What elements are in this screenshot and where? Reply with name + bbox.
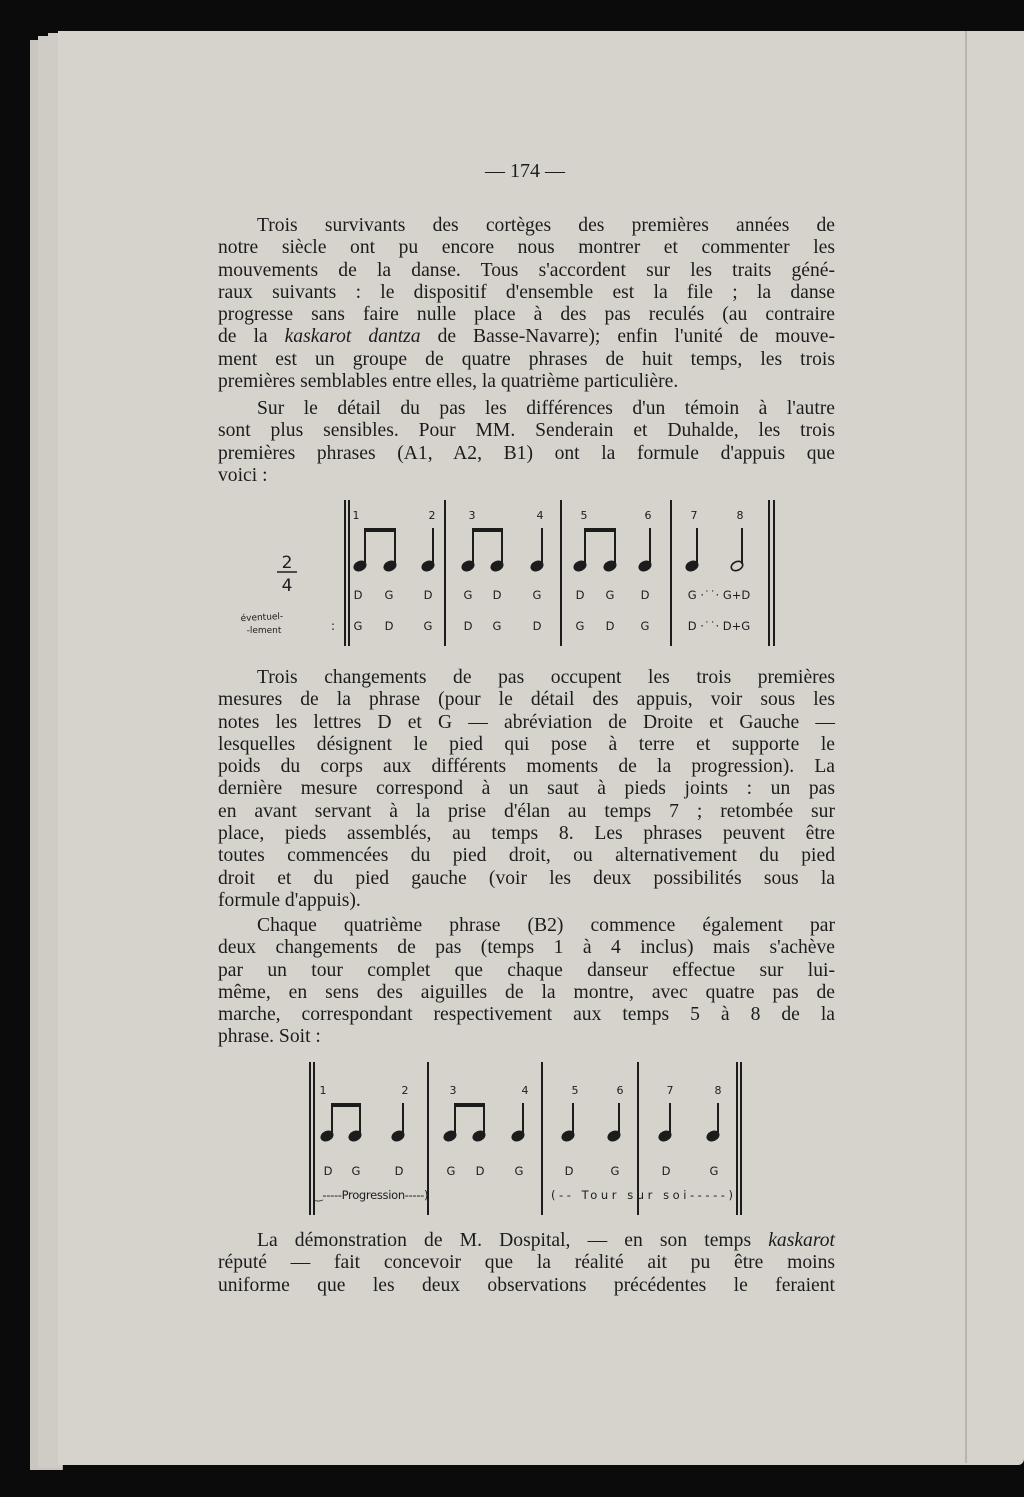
alt-step-letter: G [353,619,363,633]
note-beam [584,528,616,532]
text: deux changements de pas (temps 1 à 4 inclus) mais s'achève [218,937,835,959]
step-letter: D [353,588,363,602]
step-letter: D [492,588,502,602]
alt-step-letter: D [463,619,473,633]
text: dernière mesure correspond à un saut à pieds joints : un pas [218,778,835,800]
italic-term: kaskarot dantza [284,326,421,348]
text: poids du corps aux différents moments de la progression). La [218,756,835,778]
text: premières semblables entre elles, la quatrième particulière. [218,371,679,393]
alternative-label: éventuel- [240,611,284,625]
step-letter: G [351,1164,361,1178]
text: toutes commencées du pied droit, ou alternativement du pied [218,845,835,867]
beat-number: 8 [714,1084,722,1097]
step-letter: D [394,1164,404,1178]
beat-number: 7 [690,509,698,522]
text: notre siècle ont pu encore nous montrer et commenter les [218,237,835,259]
alt-step-letter: G [423,619,433,633]
text: Chaque quatrième phrase (B2) commence également par [257,915,835,936]
beat-number: 5 [580,509,588,522]
alt-step-letter: D [532,619,542,633]
text: La démonstration de M. Dospital, — en son temps [257,1230,769,1251]
text: par un tour complet que chaque danseur effectue sur lui- [218,959,835,981]
text: de Basse-Navarre); enfin l'unité de mouve- [420,326,836,348]
text: mouvements de la danse. Tous s'accordent sur les traits géné- [218,259,835,281]
text: notes les lettres D et G — abréviation de Droite et Gauche — [218,711,835,733]
step-letter: G ·˙˙· G+D [687,588,751,602]
italic-term: kaskarot [768,1230,835,1251]
note-beam [472,528,503,532]
text: en avant servant à la prise d'élan au temps 7 ; retombée sur [218,800,835,822]
beat-number: 8 [736,509,744,522]
text: progresse sans faire nulle place à des pas reculés (au contraire [218,304,835,326]
progression-bracket: ‿-----Progression-----) [313,1188,429,1202]
step-letter: D [661,1164,671,1178]
step-letter: D [575,588,585,602]
tour-sur-soi-bracket: (-- Tour sur soi-----) [551,1188,733,1202]
beat-number: 4 [521,1084,529,1097]
step-letter: G [610,1164,620,1178]
step-letter: G [605,588,615,602]
step-letter: G [709,1164,719,1178]
text: premières phrases (A1, A2, B1) ont la formule d'appuis que [218,442,835,464]
step-letter: D [423,588,433,602]
text: même, en sens des aiguilles de la montre, avec quatre pas de [218,981,835,1003]
text: de la [218,326,285,348]
beat-number: 3 [449,1084,457,1097]
text: lesquelles désignent le pied qui pose à terre et supporte le [218,733,835,755]
beat-number: 4 [536,509,544,522]
text: Trois survivants des cortèges des premières années de [257,215,835,236]
note-beam [454,1103,485,1107]
step-letter: G [446,1164,456,1178]
step-letter: D [640,588,650,602]
alt-step-letter: D ·˙˙· D+G [687,619,751,633]
alt-step-letter: D [605,619,615,633]
text: raux suivants : le dispositif d'ensemble est la file ; la danse [218,281,835,303]
beat-number: 6 [616,1084,624,1097]
page-number: — 174 — [485,160,565,182]
time-signature-top: 2 [281,553,293,573]
beat-number: 2 [401,1084,409,1097]
time-signature-bottom: 4 [281,576,293,596]
alt-step-letter: D [384,619,394,633]
text: droit et du pied gauche (voir les deux possibilités sous la [218,867,835,889]
alt-step-letter: G [575,619,585,633]
beat-number: 1 [352,509,360,522]
step-letter: G [514,1164,524,1178]
step-letter: G [463,588,473,602]
alt-step-letter: G [640,619,650,633]
text: mesures de la phrase (pour le détail des appuis, voir sous les [218,689,835,711]
text: marche, correspondant respectivement aux temps 5 à 8 de la [218,1004,835,1026]
text: phrase. Soit : [218,1026,321,1048]
step-letter: D [475,1164,485,1178]
step-letter: G [532,588,542,602]
text: ment est un groupe de quatre phrases de huit temps, les trois [218,348,835,370]
text: Sur le détail du pas les différences d'un témoin à l'autre [257,398,835,419]
alt-step-letter: G [492,619,502,633]
beat-number: 6 [644,509,652,522]
alternative-colon: : [330,619,336,633]
text: voici : [218,464,268,486]
text: sont plus sensibles. Pour MM. Senderain et Duhalde, les trois [218,420,835,442]
beat-number: 1 [319,1084,327,1097]
step-letter: D [323,1164,333,1178]
note-beam [331,1103,361,1107]
step-letter: D [564,1164,574,1178]
text: uniforme que les deux observations précédentes le feraient [218,1274,835,1296]
step-letter: G [384,588,394,602]
beat-number: 3 [468,509,476,522]
beat-number: 2 [428,509,436,522]
text: place, pieds assemblés, au temps 8. Les phrases peuvent être [218,823,835,845]
beat-number: 7 [666,1084,674,1097]
beat-number: 5 [571,1084,579,1097]
text: formule d'appuis). [218,889,361,911]
text: réputé — fait concevoir que la réalité ait pu être moins [218,1252,835,1274]
text: Trois changements de pas occupent les trois premières [257,667,835,688]
note-beam [364,528,396,532]
alternative-label: -lement [246,626,282,636]
